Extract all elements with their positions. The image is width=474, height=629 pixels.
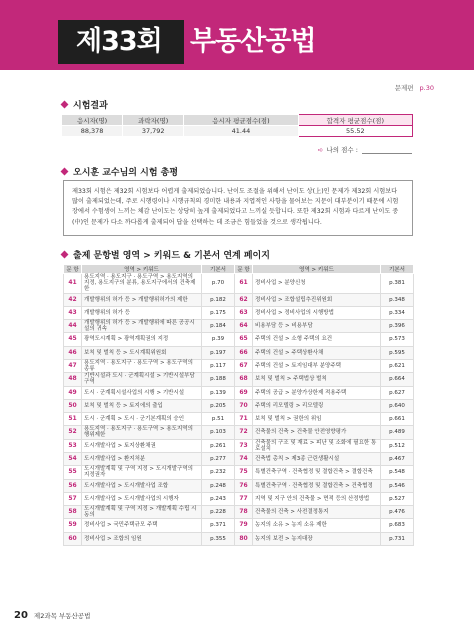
question-number: 75 (235, 466, 253, 479)
results-heading-text: 시험결과 (73, 101, 108, 111)
question-number: 74 (235, 452, 253, 465)
topic-keyword: 개발행위의 허가 등 > 개발행위허가의 제한 (82, 293, 202, 306)
question-number: 49 (64, 386, 82, 399)
question-number: 42 (64, 293, 82, 306)
textbook-page: p.476 (381, 505, 414, 518)
question-number: 71 (235, 412, 253, 425)
question-number: 59 (64, 519, 82, 532)
question-number: 47 (64, 359, 82, 372)
question-number: 79 (235, 519, 253, 532)
textbook-page: p.228 (202, 505, 235, 518)
topic-keyword: 도시개발사업 > 도시개발사업의 시행자 (82, 492, 202, 505)
question-number: 50 (64, 399, 82, 412)
topic-keyword: 주택의 건설 > 토지임대부 분양주택 (253, 359, 381, 372)
table-row (64, 319, 414, 332)
results-header: 응시자 평균점수(점) (184, 115, 298, 126)
results-value: 41.44 (184, 126, 298, 137)
textbook-page: p.627 (381, 386, 414, 399)
table-row (64, 439, 414, 452)
textbook-page: p.232 (202, 466, 235, 479)
my-score-label: 나의 점수 : (326, 146, 358, 154)
question-number: 44 (64, 319, 82, 332)
question-number: 46 (64, 346, 82, 359)
subject-title: 부동산공법 (190, 26, 316, 57)
topic-keyword: 도시 · 군계획시설사업의 시행 > 기반시설 (82, 386, 202, 399)
topic-keyword: 도시개발사업 > 도시개발사업 조합 (82, 479, 202, 492)
textbook-page: p.731 (381, 532, 414, 545)
textbook-page: p.70 (202, 274, 235, 294)
topic-keyword: 특별건축구역 · 건축협정 및 결합건축 > 결합건축 (253, 466, 381, 479)
textbook-page: p.595 (381, 346, 414, 359)
textbook-page: p.243 (202, 492, 235, 505)
topic-keyword: 정비사업 > 조합설립추진위원회 (253, 293, 381, 306)
topic-keyword: 보칙 및 벌칙 등 > 토지에의 출입 (82, 399, 202, 412)
table-row (64, 293, 414, 306)
my-score-blank[interactable] (362, 146, 412, 154)
textbook-page: p.182 (202, 293, 235, 306)
textbook-page: p.512 (381, 439, 414, 452)
topics-header: 문 항 (64, 265, 82, 274)
topic-keyword: 개발행위의 허가 등 (82, 306, 202, 319)
question-number: 60 (64, 532, 82, 545)
topic-keyword: 도시개발계획 및 구역 지정 > 개발계획 수립 시 동의 (82, 505, 202, 518)
topic-keyword: 정비사업 > 분양신청 (253, 274, 381, 294)
textbook-page: p.381 (381, 274, 414, 294)
question-number: 73 (235, 439, 253, 452)
table-row (64, 274, 414, 294)
question-number: 69 (235, 386, 253, 399)
topic-keyword: 정비사업 > 국민주택규모 주택 (82, 519, 202, 532)
textbook-page: p.664 (381, 373, 414, 386)
question-number: 67 (235, 359, 253, 372)
question-number: 63 (235, 306, 253, 319)
results-table (61, 114, 413, 137)
table-row (64, 426, 414, 439)
topics-header: 문 항 (235, 265, 253, 274)
topic-keyword: 주택의 건설 > 소형 주택의 요건 (253, 333, 381, 346)
results-heading (61, 98, 108, 111)
results-value: 55.52 (298, 126, 412, 137)
topics-header: 기본서 (202, 265, 235, 274)
problem-reference (395, 83, 434, 92)
summary-heading (61, 165, 178, 178)
textbook-page: p.103 (202, 426, 235, 439)
arrow-icon: ➪ (318, 145, 324, 154)
table-row (64, 492, 414, 505)
question-number: 78 (235, 505, 253, 518)
topic-keyword: 지역 및 지구 안의 건축물 > 면적 등의 산정방법 (253, 492, 381, 505)
question-number: 64 (235, 319, 253, 332)
textbook-page: p.546 (381, 479, 414, 492)
textbook-page: p.175 (202, 306, 235, 319)
textbook-page: p.640 (381, 399, 414, 412)
page-number: 20 (14, 610, 28, 621)
question-number: 55 (64, 466, 82, 479)
results-header: 응시자(명) (62, 115, 123, 126)
topic-keyword: 보칙 및 벌칙 > 권한의 위임 (253, 412, 381, 425)
topics-heading (61, 248, 270, 261)
topics-header: 영역 > 키워드 (253, 265, 381, 274)
textbook-page: p.39 (202, 333, 235, 346)
results-header: 합격자 평균점수(점) (298, 115, 412, 126)
textbook-page: p.355 (202, 532, 235, 545)
question-number: 51 (64, 412, 82, 425)
question-number: 61 (235, 274, 253, 294)
topic-keyword: 도시 · 군계획 > 도시 · 군기본계획의 승인 (82, 412, 202, 425)
section-icon (61, 168, 69, 176)
textbook-page: p.261 (202, 439, 235, 452)
topic-keyword: 정비사업 > 조합의 임원 (82, 532, 202, 545)
topic-keyword: 비용부담 등 > 비용부담 (253, 319, 381, 332)
question-number: 48 (64, 373, 82, 386)
topic-keyword: 용도지역 · 용도지구 · 용도구역 > 용도지역의 행위제한 (82, 426, 202, 439)
topic-keyword: 기반시설과 도시 · 군계획시설 > 기반시설부담구역 (82, 373, 202, 386)
topics-table (63, 264, 414, 546)
table-row (64, 333, 414, 346)
textbook-page: p.184 (202, 319, 235, 332)
question-number: 58 (64, 505, 82, 518)
topic-keyword: 주택의 건설 > 주택상환사채 (253, 346, 381, 359)
textbook-page: p.573 (381, 333, 414, 346)
topic-keyword: 주택의 공급 > 분양가상한제 적용주택 (253, 386, 381, 399)
question-number: 52 (64, 426, 82, 439)
textbook-page: p.527 (381, 492, 414, 505)
textbook-page: p.621 (381, 359, 414, 372)
table-row (64, 532, 414, 545)
table-row (64, 479, 414, 492)
table-row (64, 519, 414, 532)
topic-keyword: 특별건축구역 · 건축협정 및 결합건축 > 건축협정 (253, 479, 381, 492)
problem-reference-page: p.30 (419, 84, 434, 92)
problem-reference-label: 문제편 (394, 84, 414, 92)
section-icon (61, 251, 69, 259)
topic-keyword: 농지의 소유 > 농지 소유 제한 (253, 519, 381, 532)
topic-keyword: 주택의 리모델링 > 리모델링 (253, 399, 381, 412)
question-number: 53 (64, 439, 82, 452)
question-number: 43 (64, 306, 82, 319)
textbook-page: p.371 (202, 519, 235, 532)
question-number: 77 (235, 492, 253, 505)
table-row (64, 373, 414, 386)
results-value-row (62, 126, 413, 137)
question-number: 66 (235, 346, 253, 359)
question-number: 68 (235, 373, 253, 386)
textbook-page: p.117 (202, 359, 235, 372)
textbook-page: p.396 (381, 319, 414, 332)
question-number: 56 (64, 479, 82, 492)
topic-keyword: 도시개발사업 > 토지상환채권 (82, 439, 202, 452)
question-number: 45 (64, 333, 82, 346)
topic-keyword: 건축법 총칙 > 제3종 근린생활시설 (253, 452, 381, 465)
textbook-page: p.205 (202, 399, 235, 412)
section-icon (61, 101, 69, 109)
my-score (318, 145, 412, 154)
topics-header: 영역 > 키워드 (82, 265, 202, 274)
topic-keyword: 보칙 및 벌칙 > 주택법상 벌칙 (253, 373, 381, 386)
topics-header-row (64, 265, 414, 274)
topic-keyword: 용도지역 · 용도지구 · 용도구역 > 용도구역의 종류 (82, 359, 202, 372)
question-number: 70 (235, 399, 253, 412)
topic-keyword: 도시개발계획 및 구역 지정 > 도시개발구역의 지정권자 (82, 466, 202, 479)
topic-keyword: 농지의 보전 > 농지대장 (253, 532, 381, 545)
results-value: 88,378 (62, 126, 123, 137)
topics-header: 기본서 (381, 265, 414, 274)
question-number: 57 (64, 492, 82, 505)
summary-box: 제33회 시험은 제32회 시험보다 어렵게 출제되었습니다. 난이도 조절을 위해서 난이도 상(上)인 문제가 제32회 시험보다 많이 출제되었는데, 주로 시행령이나 시행규칙의 경미한 내용과 지엽적인 사항을 물어보는 지문이 대부분이기 때문에 시험장에서 수험생이 느끼는 체감 난이도는 상당히 높게 출제되었다고 느끼실 듯합니다. 또한 제32회 시험과 다르게 난이도 중(中)인 문제가 다소 까다롭게 출제되어 답을 선택하는 데 조금은 힘들었을 것으로 생각됩니다. (63, 180, 413, 236)
table-row (64, 466, 414, 479)
topics-body (64, 274, 414, 546)
topic-keyword: 용도지역 · 용도지구 · 용도구역 > 용도지역의 지정, 용도지구의 분류, 용도지구에서의 건축제한 (82, 274, 202, 294)
textbook-page: p.197 (202, 346, 235, 359)
results-value: 37,792 (123, 126, 184, 137)
textbook-page: p.248 (202, 479, 235, 492)
footer-text: 제2과목 부동산공법 (33, 612, 91, 620)
results-header: 과락자(명) (123, 115, 184, 126)
textbook-page: p.683 (381, 519, 414, 532)
table-row (64, 505, 414, 518)
textbook-page: p.334 (381, 306, 414, 319)
table-row (64, 359, 414, 372)
results-header-row (62, 115, 413, 126)
textbook-page: p.348 (381, 293, 414, 306)
table-row (64, 412, 414, 425)
topic-keyword: 건축물의 구조 및 재료 > 피난 및 소화에 필요한 통로설치 (253, 439, 381, 452)
topic-keyword: 개발행위의 허가 등 > 개발행위에 따른 공공시설의 귀속 (82, 319, 202, 332)
page-footer (14, 610, 90, 621)
textbook-page: p.277 (202, 452, 235, 465)
textbook-page: p.489 (381, 426, 414, 439)
question-number: 62 (235, 293, 253, 306)
textbook-page: p.661 (381, 412, 414, 425)
summary-heading-text: 오시훈 교수님의 시험 총평 (73, 168, 179, 178)
topic-keyword: 보칙 및 벌칙 등 > 도시계획위원회 (82, 346, 202, 359)
topics-heading-text: 출제 문항별 영역 > 키워드 & 기본서 연계 페이지 (73, 251, 270, 261)
table-row (64, 399, 414, 412)
topic-keyword: 광역도시계획 > 광역계획권의 지정 (82, 333, 202, 346)
exam-round-title: 제33회 (58, 20, 184, 64)
question-number: 72 (235, 426, 253, 439)
textbook-page: p.51 (202, 412, 235, 425)
question-number: 80 (235, 532, 253, 545)
table-row (64, 386, 414, 399)
topic-keyword: 건축물의 건축 > 건축물 안전영향평가 (253, 426, 381, 439)
question-number: 41 (64, 274, 82, 294)
textbook-page: p.548 (381, 466, 414, 479)
topic-keyword: 정비사업 > 정비사업의 시행방법 (253, 306, 381, 319)
textbook-page: p.139 (202, 386, 235, 399)
textbook-page: p.467 (381, 452, 414, 465)
question-number: 76 (235, 479, 253, 492)
question-number: 54 (64, 452, 82, 465)
table-row (64, 452, 414, 465)
question-number: 65 (235, 333, 253, 346)
textbook-page: p.188 (202, 373, 235, 386)
topic-keyword: 건축물의 건축 > 사전결정통지 (253, 505, 381, 518)
topic-keyword: 도시개발사업 > 환지처분 (82, 452, 202, 465)
table-row (64, 306, 414, 319)
table-row (64, 346, 414, 359)
